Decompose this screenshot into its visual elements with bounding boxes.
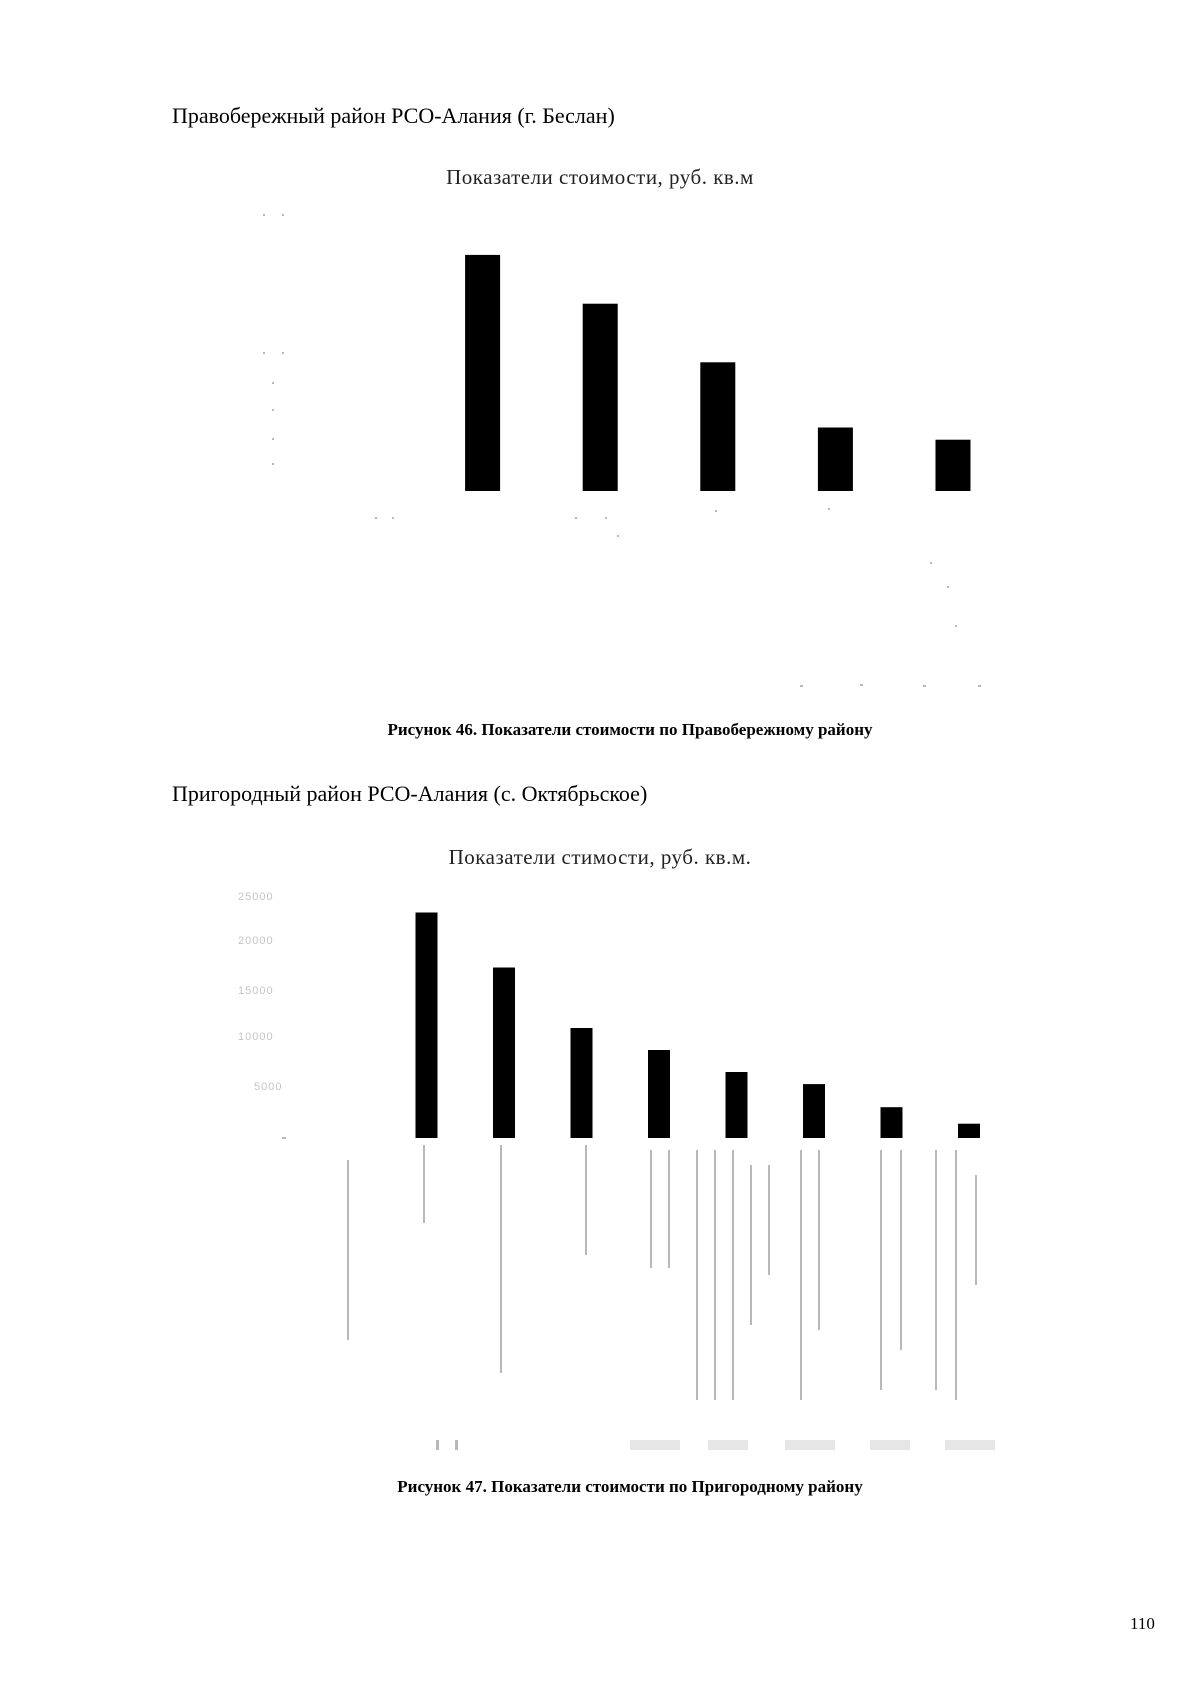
chart-bar (583, 304, 618, 491)
chart-bar (881, 1107, 903, 1138)
chart-2-ytick: 5000 (254, 1081, 283, 1093)
chart-title-2: Показатели стимости, руб. кв.м. (448, 845, 752, 869)
chart-bar (726, 1072, 748, 1138)
chart-bar (648, 1050, 670, 1138)
section-heading-prigorodny: Пригородный район РСО-Алания (с. Октябрьское) (172, 781, 648, 806)
section-heading-pravoberezhny: Правобережный район РСО-Алания (г. Беслан) (172, 103, 615, 128)
chart-bar (465, 255, 500, 491)
chart-bar (571, 1028, 593, 1138)
chart-2-ytick: 10000 (238, 1031, 274, 1043)
chart-2-ytick: 15000 (238, 985, 274, 997)
chart-1-bars (465, 255, 970, 491)
chart-bar (803, 1084, 825, 1138)
chart-bar (936, 440, 971, 491)
chart-bar (493, 968, 515, 1139)
chart-1-axis (263, 214, 981, 687)
chart-title-1: Показатели стоимости, руб. кв.м (446, 165, 754, 189)
figure-caption-46: Рисунок 46. Показатели стоимости по Правобережному району (387, 720, 873, 739)
chart-2-ytick: 20000 (238, 935, 274, 947)
chart-bar (818, 428, 853, 492)
chart-2-axis (238, 891, 995, 1450)
chart-bar (958, 1124, 980, 1138)
chart-bar (700, 362, 735, 491)
chart-2-bars (416, 913, 981, 1139)
chart-bar (416, 913, 438, 1139)
page-number: 110 (1130, 1614, 1155, 1633)
figure-caption-47: Рисунок 47. Показатели стоимости по Пригородному району (397, 1477, 863, 1496)
chart-2-ytick: 25000 (238, 891, 274, 903)
